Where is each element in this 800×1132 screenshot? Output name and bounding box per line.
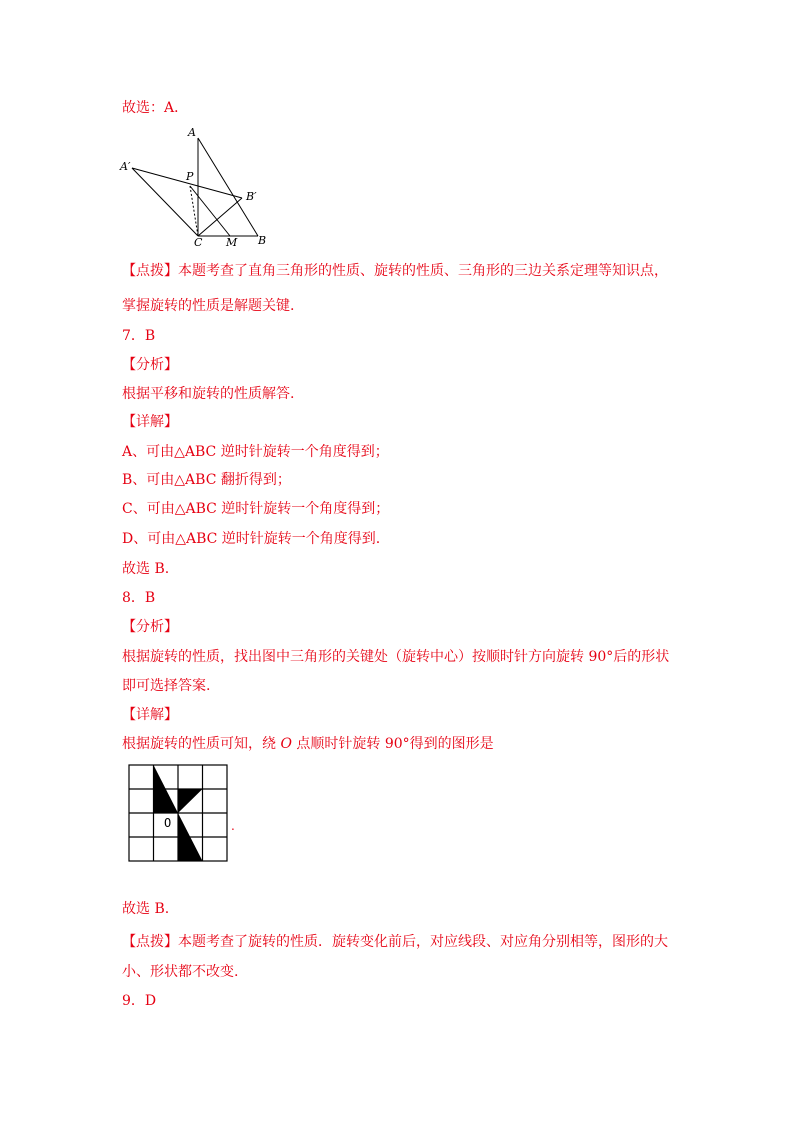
text-line: 【分析】 — [122, 357, 178, 373]
text-line: 【详解】 — [122, 414, 178, 430]
text-line: 故选 B. — [122, 901, 170, 917]
text-line: B、可由△ABC 翻折得到； — [122, 472, 291, 488]
label-P: P — [186, 170, 194, 183]
text-line: D、可由△ABC 逆时针旋转一个角度得到. — [122, 531, 381, 547]
label-A: A — [188, 126, 196, 139]
label-B-prime: B′ — [246, 190, 257, 203]
text-line: 掌握旋转的性质是解题关键. — [122, 298, 295, 314]
text-line: 8．B — [122, 590, 156, 606]
text-span: 点顺时针旋转 90°得到的图形是 — [291, 736, 494, 752]
label-A-prime: A′ — [120, 160, 131, 173]
text-line: A、可由△ABC 逆时针旋转一个角度得到； — [122, 444, 389, 460]
segment-AB — [198, 138, 258, 236]
text-line: 【点拨】本题考查了直角三角形的性质、旋转的性质、三角形的三边关系定理等知识点， — [122, 263, 668, 279]
center-label-O: O — [164, 816, 172, 830]
geometry-figure — [118, 124, 278, 248]
text-line: 【点拨】本题考查了旋转的性质．旋转变化前后，对应线段、对应角分别相等，图形的大 — [122, 934, 668, 950]
text-line: 根据旋转的性质，找出图中三角形的关键处（旋转中心）按顺时针方向旋转 90°后的形状 — [122, 649, 670, 665]
text-span-italic: O — [280, 736, 292, 752]
text-line — [122, 734, 494, 754]
trailing-period: . — [231, 819, 235, 833]
text-line: 根据平移和旋转的性质解答. — [122, 386, 295, 402]
text-line: 【分析】 — [122, 619, 178, 635]
text-span: 根据旋转的性质可知，绕 — [122, 736, 281, 752]
black-triangle-top-right — [178, 789, 203, 813]
text-line: 即可选择答案. — [122, 678, 211, 694]
label-B: B — [258, 234, 267, 247]
grid-figure — [128, 764, 240, 864]
text-line: C、可由△ABC 逆时针旋转一个角度得到； — [122, 501, 390, 517]
text-line: 故选 B. — [122, 561, 170, 577]
text-line: 故选：A． — [122, 100, 189, 116]
text-line: 小、形状都不改变. — [122, 964, 239, 980]
text-line: 【详解】 — [122, 707, 178, 723]
label-M: M — [226, 236, 238, 248]
text-line: 9．D — [122, 993, 157, 1009]
text-line: 7．B — [122, 328, 156, 344]
label-C: C — [194, 236, 203, 248]
